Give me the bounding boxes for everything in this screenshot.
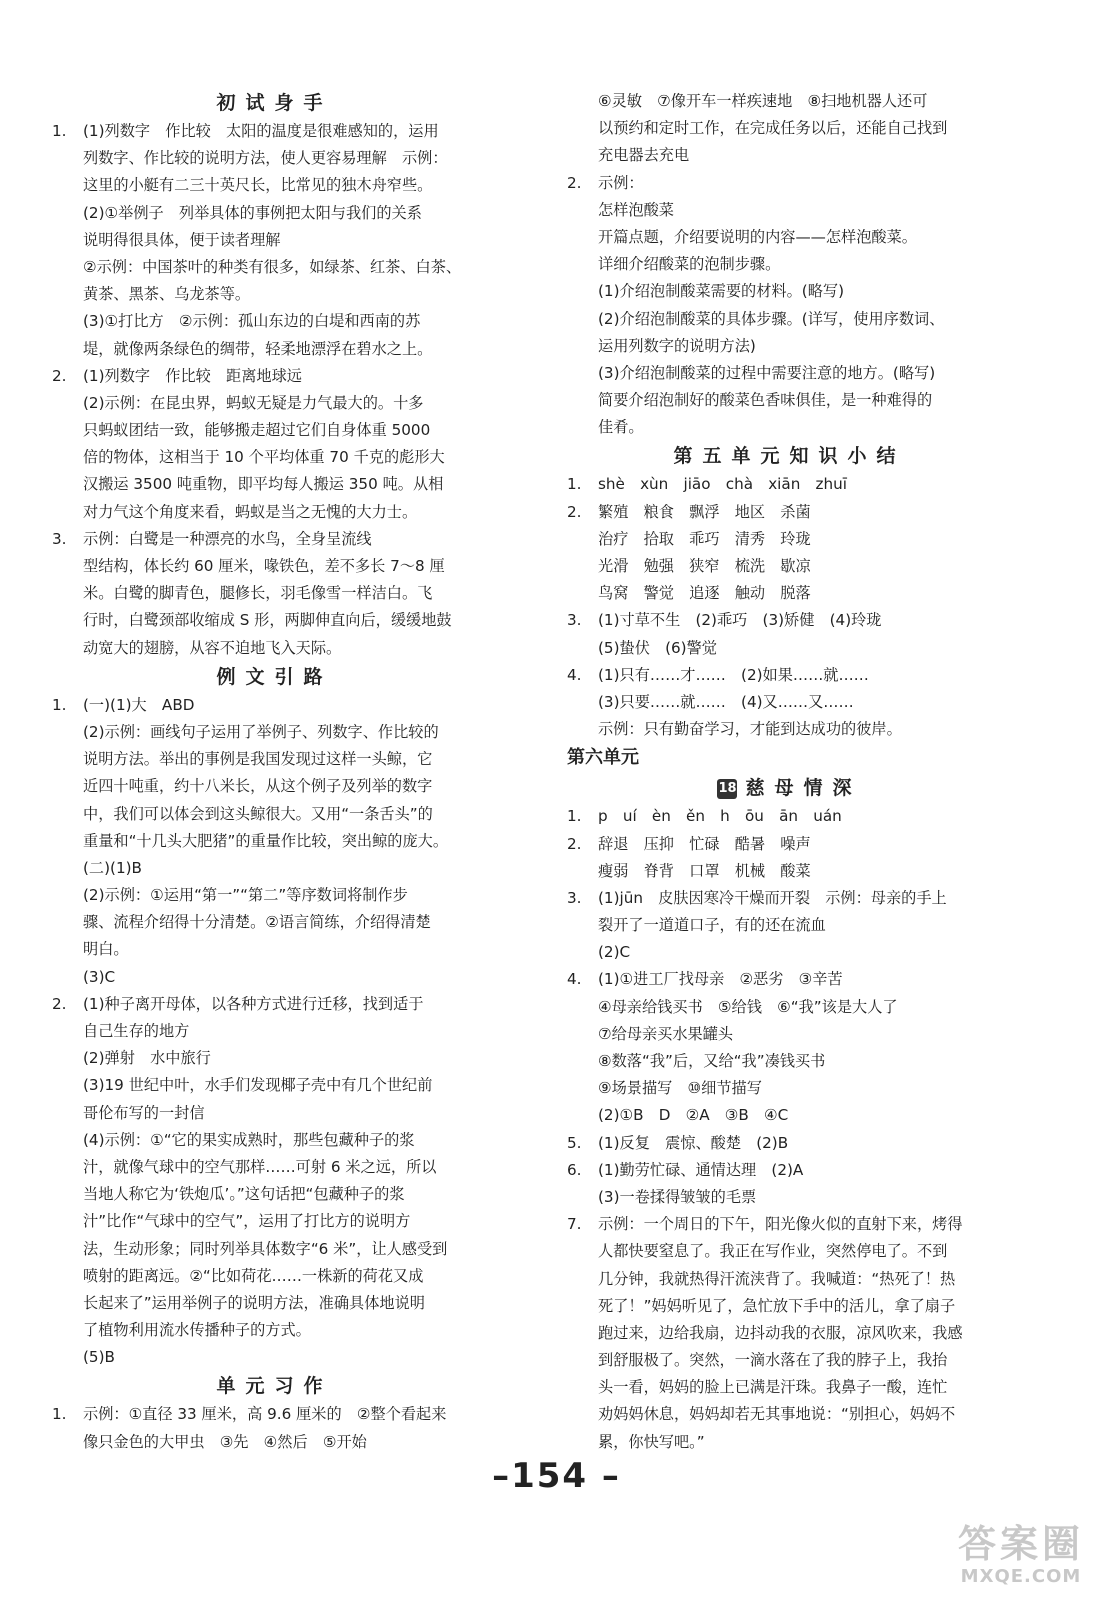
answer-line: 光滑 勉强 狭窄 梳洗 歇凉 [598, 557, 811, 575]
section-title: 第五单元知识小结 [673, 445, 906, 468]
answer-line: (5)蛰伏 (6)警觉 [598, 638, 717, 657]
item-number: 2. [567, 173, 582, 192]
answer-line: 倍的物体，这相当于 10 个平均体重 70 千克的彪形大 [83, 448, 445, 467]
answer-line: 近四十吨重，约十八米长，从这个例子及列举的数字 [83, 777, 433, 796]
answer-line: 像只金色的大甲虫 ③先 ④然后 ⑤开始 [83, 1432, 367, 1451]
answer-line: 劝妈妈休息，妈妈却若无其事地说：“别担心，妈妈不 [598, 1405, 956, 1424]
answer-line: 骤、流程介绍得十分清楚。②语言简练，介绍得清楚 [83, 913, 431, 932]
answer-line: 佳肴。 [598, 418, 644, 437]
answer-line: 说明方法。举出的事例是我国发现过这样一头鲸，它 [83, 750, 433, 769]
answer-text: shè xùn jiāo chà xiān zhuī [598, 475, 847, 494]
item-number: 1. [567, 807, 582, 826]
answer-line: 自己生存的地方 [83, 1022, 190, 1040]
answer-item [567, 170, 1012, 197]
answer-line: (2)示例：在昆虫界，蚂蚁无疑是力气最大的。十多 [83, 393, 424, 412]
answer-line: 汁”比作“气球中的空气”，运用了打比方的说明方 [83, 1212, 411, 1231]
answer-text: 示例：一个周日的下午，阳光像火似的直射下来，烤得 [598, 1215, 963, 1234]
answer-line: ④母亲给钱买书 ⑤给钱 ⑥“我”该是大人了 [598, 997, 898, 1016]
right-column [567, 88, 1012, 1456]
answer-line: 汉搬运 3500 吨重物，即平均每人搬运 350 吨。从相 [83, 475, 444, 494]
answer-line: 法，生动形象；同时列举具体数字“6 米”，让人感受到 [83, 1239, 448, 1258]
answer-item [52, 363, 497, 390]
answer-line: (3)一卷揉得皱皱的毛票 [598, 1187, 757, 1206]
answer-line: 充电器去充电 [598, 146, 690, 165]
answer-item [52, 692, 497, 719]
answer-line: ⑥灵敏 ⑦像开车一样疾速地 ⑧扫地机器人还可 [598, 92, 928, 110]
answer-text: p uí èn ěn h ōu ān uán [598, 807, 842, 826]
answer-text: (1)勤劳忙碌、通情达理 (2)A [598, 1160, 804, 1179]
answer-line: 米。白鹭的脚青色，腿修长，羽毛像雪一样洁白。飞 [83, 584, 433, 603]
answer-text: 示例：白鹭是一种漂亮的水鸟，全身呈流线 [83, 529, 372, 548]
answer-line: 重量和“十几头大肥猪”的重量作比较，突出鲸的庞大。 [83, 831, 449, 850]
answer-line: (2)示例：画线句子运用了举例子、列数字、作比较的 [83, 722, 439, 741]
answer-line: 列数字、作比较的说明方法，使人更容易理解 示例： [83, 149, 448, 168]
answer-line: 示例：只有勤奋学习，才能到达成功的彼岸。 [598, 720, 902, 739]
unit-title: 第六单元 [567, 747, 639, 769]
answer-line: 只蚂蚁团结一致，能够搬走超过它们自身体重 5000 [83, 421, 431, 440]
answer-line: 明白。 [83, 940, 129, 959]
answer-text: 示例： [598, 173, 644, 192]
answer-line: 到舒服极了。突然，一滴水落在了我的脖子上，我抬 [598, 1351, 948, 1370]
answer-line: ⑨场景描写 ⑩细节描写 [598, 1079, 762, 1098]
answer-line: 堤，就像两条绿色的绸带，轻柔地漂浮在碧水之上。 [83, 339, 433, 358]
answer-item [567, 1157, 1012, 1184]
answer-line: 这里的小艇有二三十英尺长，比常见的独木舟窄些。 [83, 176, 433, 195]
item-number: 6. [567, 1160, 582, 1179]
answer-line: 以预约和定时工作，在完成任务以后，还能自己找到 [598, 119, 948, 138]
lesson-title [567, 773, 1012, 803]
answer-item [567, 471, 1012, 498]
watermark-url: MXQE.COM [960, 1566, 1082, 1587]
answer-text: (1)列数字 作比较 太阳的温度是很难感知的，运用 [83, 122, 439, 140]
answer-text: (1)jūn 皮肤因寒冷干燥而开裂 示例：母亲的手上 [598, 888, 947, 907]
item-number: 3. [567, 611, 582, 630]
answer-line: 中，我们可以体会到这头鲸很大。又用“一条舌头”的 [83, 804, 433, 823]
answer-item [567, 499, 1012, 526]
answer-item [567, 1130, 1012, 1157]
section-title: 初试身手 [216, 92, 333, 114]
answer-line: 哥伦布写的一封信 [83, 1103, 205, 1122]
answer-line: (5)B [83, 1348, 115, 1367]
answer-item [567, 1211, 1012, 1238]
answer-line: 长起来了”运用举例子的说明方法，准确具体地说明 [83, 1293, 425, 1312]
answer-text: (1)①进工厂找母亲 ②恶劣 ③辛苦 [598, 970, 843, 989]
item-number: 4. [567, 970, 582, 989]
answer-line: 说明得很具体，便于读者理解 [83, 230, 281, 249]
answer-line: ②示例：中国茶叶的种类有很多，如绿茶、红茶、白茶、 [83, 257, 462, 276]
answer-text: 辞退 压抑 忙碌 酷暑 噪声 [598, 834, 811, 853]
answer-line: 型结构，体长约 60 厘米，喙铁色，差不多长 7～8 厘 [83, 557, 445, 575]
answer-item [567, 803, 1012, 830]
answer-line: 黄茶、黑茶、乌龙茶等。 [83, 285, 251, 304]
answer-line: (2)①举例子 列举具体的事例把太阳与我们的关系 [83, 203, 422, 222]
answer-text: (1)反复 震惊、酸楚 (2)B [598, 1133, 789, 1152]
item-number: 1. [52, 122, 67, 140]
answer-item [567, 966, 1012, 993]
item-number: 3. [567, 888, 582, 907]
lesson-title-text: 慈母情深 [745, 777, 862, 800]
answer-line: 开篇点题，介绍要说明的内容——怎样泡酸菜。 [598, 227, 917, 246]
answer-line: 几分钟，我就热得汗流浃背了。我喊道：“热死了！热 [598, 1269, 956, 1288]
item-number: 2. [567, 502, 582, 521]
answer-text: 示例：①直径 33 厘米，高 9.6 厘米的 ②整个看起来 [83, 1405, 447, 1424]
answer-line: ⑦给母亲买水果罐头 [598, 1024, 734, 1043]
answer-line: 运用列数字的说明方法) [598, 336, 756, 355]
item-number: 1. [52, 1405, 67, 1424]
answer-item [567, 607, 1012, 634]
left-column [52, 88, 497, 1456]
item-number: 2. [52, 994, 67, 1013]
item-number: 2. [52, 366, 67, 385]
watermark-logo: 答案圈 [957, 1522, 1084, 1566]
answer-line: 了植物利用流水传播种子的方式。 [83, 1321, 311, 1340]
answer-line: (2)弹射 水中旅行 [83, 1049, 211, 1068]
answer-line: 人都快要窒息了。我正在写作业，突然停电了。不到 [598, 1242, 948, 1261]
answer-line: 头一看，妈妈的脸上已满是汗珠。我鼻子一酸，连忙 [598, 1378, 948, 1397]
answer-line: 裂开了一道道口子，有的还在流血 [598, 916, 826, 935]
item-number: 4. [567, 665, 582, 684]
answer-line: (2)①B D ②A ③B ④C [598, 1106, 789, 1125]
answer-line: 鸟窝 警觉 追逐 触动 脱落 [598, 584, 811, 603]
item-number: 1. [52, 695, 67, 714]
answer-line: 死了！”妈妈听见了，急忙放下手中的活儿，拿了扇子 [598, 1296, 956, 1315]
answer-line: (2)示例：①运用“第一”“第二”等序数词将制作步 [83, 886, 408, 905]
answer-line: (3)介绍泡制酸菜的过程中需要注意的地方。(略写) [598, 363, 936, 382]
answer-line: (4)示例：①“它的果实成熟时，那些包藏种子的浆 [83, 1130, 415, 1149]
section-title: 单元习作 [216, 1375, 333, 1398]
answer-line: 怎样泡酸菜 [598, 200, 674, 219]
answer-line: 对力气这个角度来看，蚂蚁是当之无愧的大力士。 [83, 502, 418, 521]
answer-line: (3)只要……就…… (4)又……又…… [598, 692, 854, 711]
answer-line: 汁，就像气球中的空气那样……可射 6 米之远，所以 [83, 1157, 437, 1176]
answer-line: 治疗 拾取 乖巧 清秀 玲珑 [598, 529, 811, 548]
answer-line: 瘦弱 脊背 口罩 机械 酸菜 [598, 861, 811, 880]
answer-line: (2)介绍泡制酸菜的具体步骤。(详写，使用序数词、 [598, 309, 945, 328]
answer-text: (1)只有……才…… (2)如果……就…… [598, 665, 869, 684]
item-number: 7. [567, 1215, 582, 1234]
answer-item [52, 1401, 497, 1428]
answer-text: (1)种子离开母体，以各种方式进行迁移，找到适于 [83, 994, 424, 1013]
answer-line: ⑧数落“我”后，又给“我”凑钱买书 [598, 1052, 826, 1070]
page-number: –154 – [492, 1456, 621, 1496]
answer-line: (2)C [598, 943, 631, 962]
answer-item [52, 526, 497, 553]
item-number: 2. [567, 834, 582, 853]
answer-line: (3)①打比方 ②示例：孤山东边的白堤和西南的苏 [83, 312, 421, 331]
answer-item [52, 991, 497, 1018]
answer-text: (一)(1)大 ABD [83, 695, 195, 714]
answer-line: (1)介绍泡制酸菜需要的材料。(略写) [598, 282, 844, 301]
answer-item [52, 118, 497, 145]
answer-item [567, 831, 1012, 858]
answer-text: 繁殖 粮食 飘浮 地区 杀菌 [598, 502, 811, 521]
answer-line: 累，你快写吧。” [598, 1432, 705, 1451]
answer-line: 动宽大的翅膀，从容不迫地飞入天际。 [83, 638, 342, 657]
item-number: 3. [52, 529, 67, 548]
answer-line: 简要介绍泡制好的酸菜色香味俱佳，是一种难得的 [598, 391, 933, 410]
answer-line: 当地人称它为‘铁炮瓜’。”这句话把“包藏种子的浆 [83, 1185, 405, 1204]
answer-line: 详细介绍酸菜的泡制步骤。 [598, 255, 781, 274]
answer-line: (3)19 世纪中叶，水手们发现椰子壳中有几个世纪前 [83, 1076, 433, 1095]
section-title: 例文引路 [216, 665, 333, 688]
answer-line: 跑过来，边给我扇，边抖动我的衣服，凉风吹来，我感 [598, 1323, 963, 1342]
item-number: 5. [567, 1133, 582, 1152]
watermark [941, 1522, 1101, 1594]
item-number: 1. [567, 475, 582, 494]
lesson-number-badge: 18 [717, 779, 737, 799]
answer-text: (1)列数字 作比较 距离地球远 [83, 366, 302, 385]
answer-item [567, 662, 1012, 689]
answer-text: (1)寸草不生 (2)乖巧 (3)矫健 (4)玲珑 [598, 611, 882, 630]
answer-item [567, 885, 1012, 912]
answer-line: 喷射的距离远。②“比如荷花……一株新的荷花又成 [83, 1266, 424, 1285]
answer-line: 行时，白鹭颈部收缩成 S 形，两脚伸直向后，缓缓地鼓 [83, 611, 452, 630]
answer-line: (二)(1)B [83, 858, 142, 877]
answer-line: (3)C [83, 967, 116, 986]
